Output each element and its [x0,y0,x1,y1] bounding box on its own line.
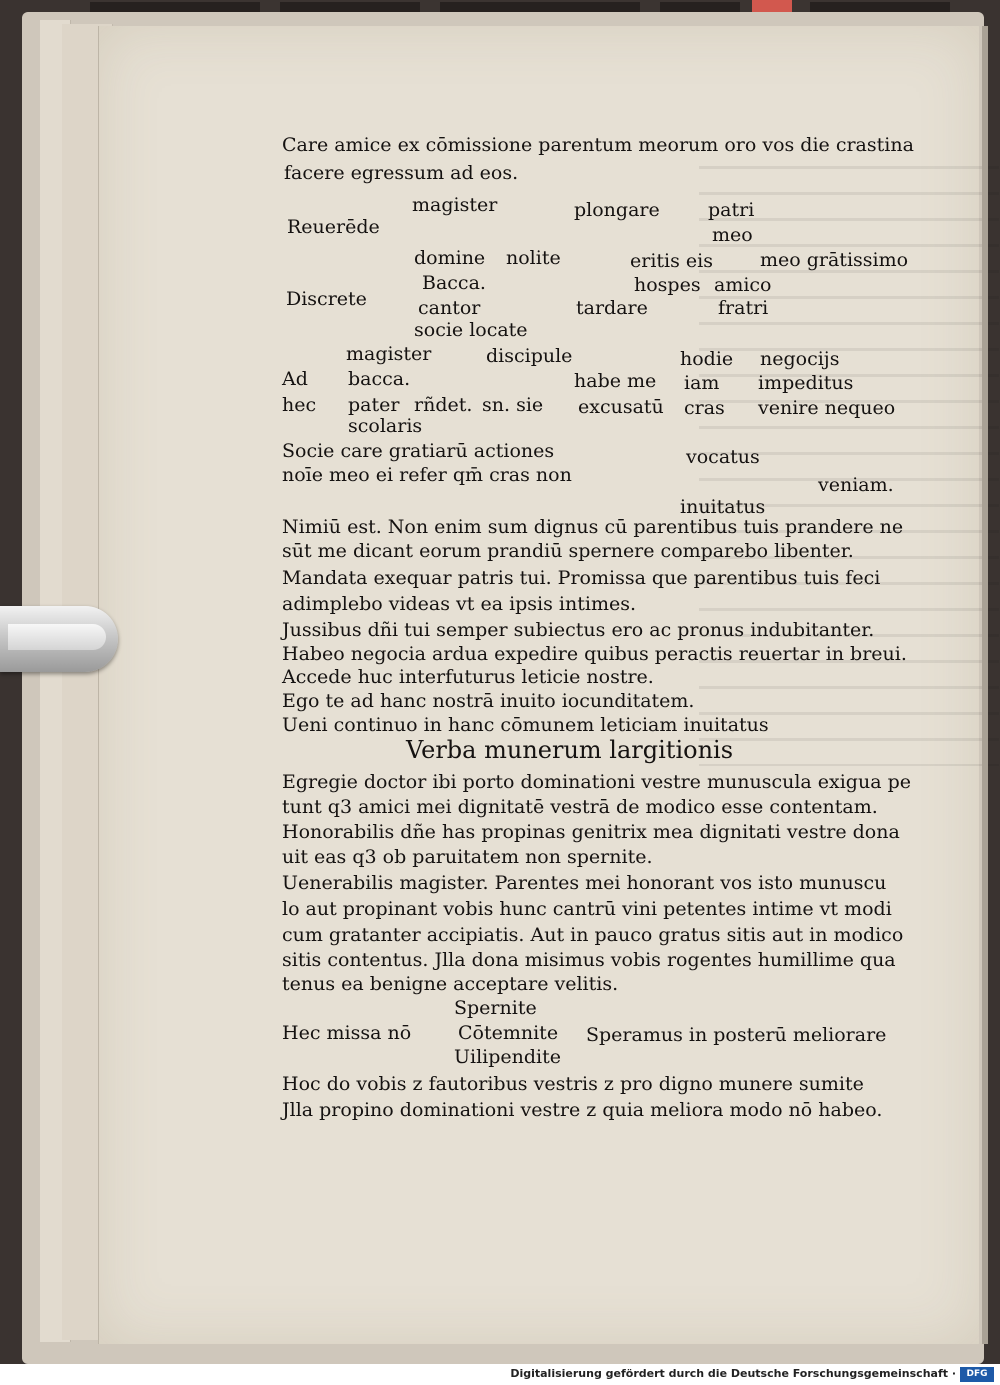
table-cell: hec [282,394,317,416]
text-line: lo aut propinant vobis hunc cantrū vini petentes intime vt modi [282,898,892,920]
table-cell: nolite [506,247,561,269]
section-heading: Verba munerum largitionis [406,736,734,764]
table-cell: Discrete [286,288,367,310]
text-line: sūt me dicant eorum prandiū spernere comparebo libenter. [282,540,854,562]
text-line: sitis contentus. Jlla dona misimus vobis rogentes humillime qua [282,949,896,971]
table-cell: tardare [576,297,648,319]
text-line: tunt q3 amici mei dignitatē vestrā de modico esse contentam. [282,796,878,818]
text-line: Accede huc interfuturus leticie nostre. [282,666,654,688]
footer-bar [0,1364,1000,1385]
table-cell: Ad [282,368,308,390]
table-cell: habe me [574,370,657,392]
table-cell: Cōtemnite [458,1022,559,1044]
table-cell: rñdet. [414,394,473,416]
page-right-edge [982,26,988,1344]
table-cell: sn. sie [482,394,544,416]
text-line: tenus ea benigne acceptare velitis. [282,973,619,995]
table-cell: veniam. [818,474,894,496]
text-line: Jussibus dñi tui semper subiectus ero ac pronus indubitanter. [282,619,875,641]
table-cell: cras [684,397,725,419]
text-line: Uenerabilis magister. Parentes mei honorant vos isto munuscu [282,872,887,894]
table-cell: Hec missa nō [282,1022,412,1044]
text-line: facere egressum ad eos. [284,162,519,184]
table-cell: meo grātissimo [760,249,909,271]
text-line: uit eas q3 ob paruitatem non spernite. [282,846,653,868]
text-line: Ueni continuo in hanc cōmunem leticiam inuitatus [282,714,769,736]
table-cell: plongare [574,199,660,221]
table-cell: vocatus [686,446,760,468]
funding-credit: Digitalisierung gefördert durch die Deutsche Forschungsgemeinschaft · [510,1367,956,1380]
table-cell: hodie [680,348,734,370]
dfg-logo-icon: DFG [960,1367,994,1382]
table-cell: Reuerēde [287,216,380,238]
table-cell: meo [712,224,753,246]
table-cell: socie locate [414,319,528,341]
text-line: Mandata exequar patris tui. Promissa que parentibus tuis feci [282,567,881,589]
text-line: Ego te ad hanc nostrā inuito iocunditatem. [282,690,695,712]
table-cell: cantor [418,297,481,319]
table-cell: Spernite [454,997,537,1019]
table-cell: hospes [634,274,701,296]
table-cell: inuitatus [680,496,766,518]
table-cell: eritis eis [630,250,713,272]
text-line: cum gratanter accipiatis. Aut in pauco gratus sitis aut in modico [282,924,904,946]
text-line: adimplebo videas vt ea ipsis intimes. [282,593,636,615]
table-cell: bacca. [348,368,411,390]
table-cell: negocijs [760,348,840,370]
table-cell: fratri [718,297,769,319]
text-line: noīe meo ei refer qm̄ cras non [282,464,572,486]
table-cell: pater [348,394,400,416]
text-line: Jlla propino dominationi vestre z quia meliora modo nō habeo. [282,1099,883,1121]
table-cell: iam [684,372,720,394]
text-line: Socie care gratiarū actiones [282,440,555,462]
table-cell: magister [412,194,498,216]
table-cell: patri [708,199,755,221]
table-cell: Speramus in posterū meliorare [586,1024,887,1046]
table-cell: discipule [486,345,573,367]
table-cell: Bacca. [422,272,486,294]
table-cell: magister [346,343,432,365]
table-cell: excusatū [578,396,664,418]
text-line: Honorabilis dñe has propinas genitrix mea dignitati vestre dona [282,821,900,843]
text-line: Care amice ex cōmissione parentum meorum oro vos die crastina [282,134,914,156]
text-line: Nimiū est. Non enim sum dignus cū parentibus tuis prandere ne [282,516,904,538]
table-cell: impeditus [758,372,854,394]
text-line: Hoc do vobis z fautoribus vestris z pro digno munere sumite [282,1073,864,1095]
table-cell: venire nequeo [758,397,896,419]
table-cell: domine [414,247,486,269]
table-cell: Uilipendite [454,1046,562,1068]
book-clamp-highlight [8,624,106,650]
table-cell: amico [714,274,772,296]
table-cell: scolaris [348,415,423,437]
text-line: Egregie doctor ibi porto dominationi vestre munuscula exigua pe [282,771,911,793]
text-line: Habeo negocia ardua expedire quibus peractis reuertar in breui. [282,643,907,665]
